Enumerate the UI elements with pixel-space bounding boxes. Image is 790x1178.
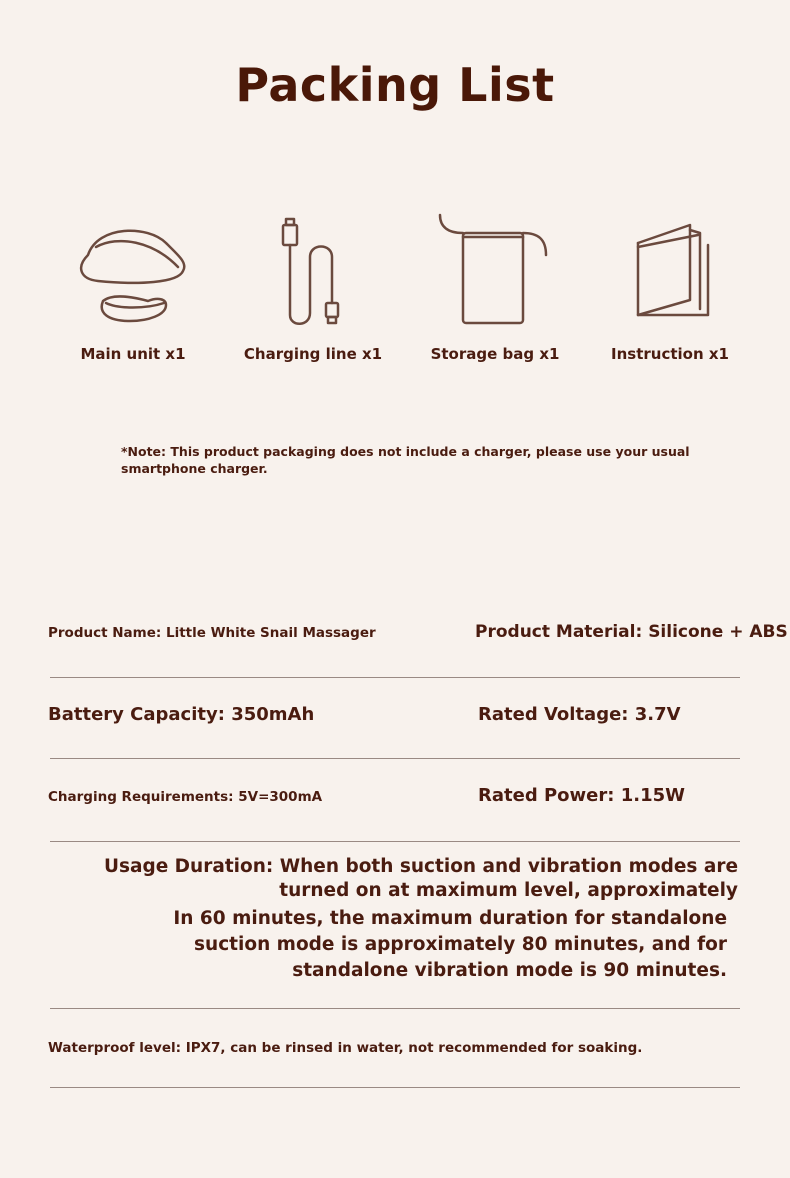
spec-product-material: Product Material: Silicone + ABS — [475, 622, 788, 642]
instruction-booklet-icon — [578, 205, 768, 335]
spec-usage-duration: Usage Duration: When both suction and vibration modes are turned on at maximum level, approximately — [103, 856, 738, 901]
packing-item-charging-line — [218, 205, 408, 335]
divider — [50, 758, 740, 759]
spec-product-name: Product Name: Little White Snail Massager — [48, 625, 376, 641]
divider — [50, 841, 740, 842]
packing-item-storage-bag — [398, 205, 588, 335]
divider — [50, 1087, 740, 1088]
divider — [50, 677, 740, 678]
spec-charging-requirements: Charging Requirements: 5V=300mA — [48, 789, 323, 805]
spec-waterproof-level: Waterproof level: IPX7, can be rinsed in water, not recommended for soaking. — [48, 1040, 643, 1056]
packing-item-main-unit — [38, 205, 228, 335]
spec-usage-duration-detail: In 60 minutes, the maximum duration for standalone suction mode is approximately 80 minutes, and for standalone vibration mode is 90 minutes. — [173, 908, 727, 981]
charger-note: *Note: This product packaging does not include a charger, please use your usual smartphone charger. — [121, 444, 690, 476]
storage-bag-icon — [398, 205, 588, 335]
main-unit-icon — [38, 205, 228, 335]
page-title: Packing List — [235, 58, 555, 112]
item-label-instruction: Instruction x1 — [611, 345, 729, 363]
divider — [50, 1008, 740, 1009]
item-label-storage-bag: Storage bag x1 — [430, 345, 560, 363]
spec-rated-power: Rated Power: 1.15W — [478, 785, 685, 806]
spec-rated-voltage: Rated Voltage: 3.7V — [478, 704, 681, 725]
item-label-main-unit: Main unit x1 — [80, 345, 186, 363]
spec-battery-capacity: Battery Capacity: 350mAh — [48, 704, 315, 725]
usb-cable-icon — [218, 205, 408, 335]
packing-item-instruction — [578, 205, 768, 335]
item-label-charging-line: Charging line x1 — [243, 345, 383, 363]
